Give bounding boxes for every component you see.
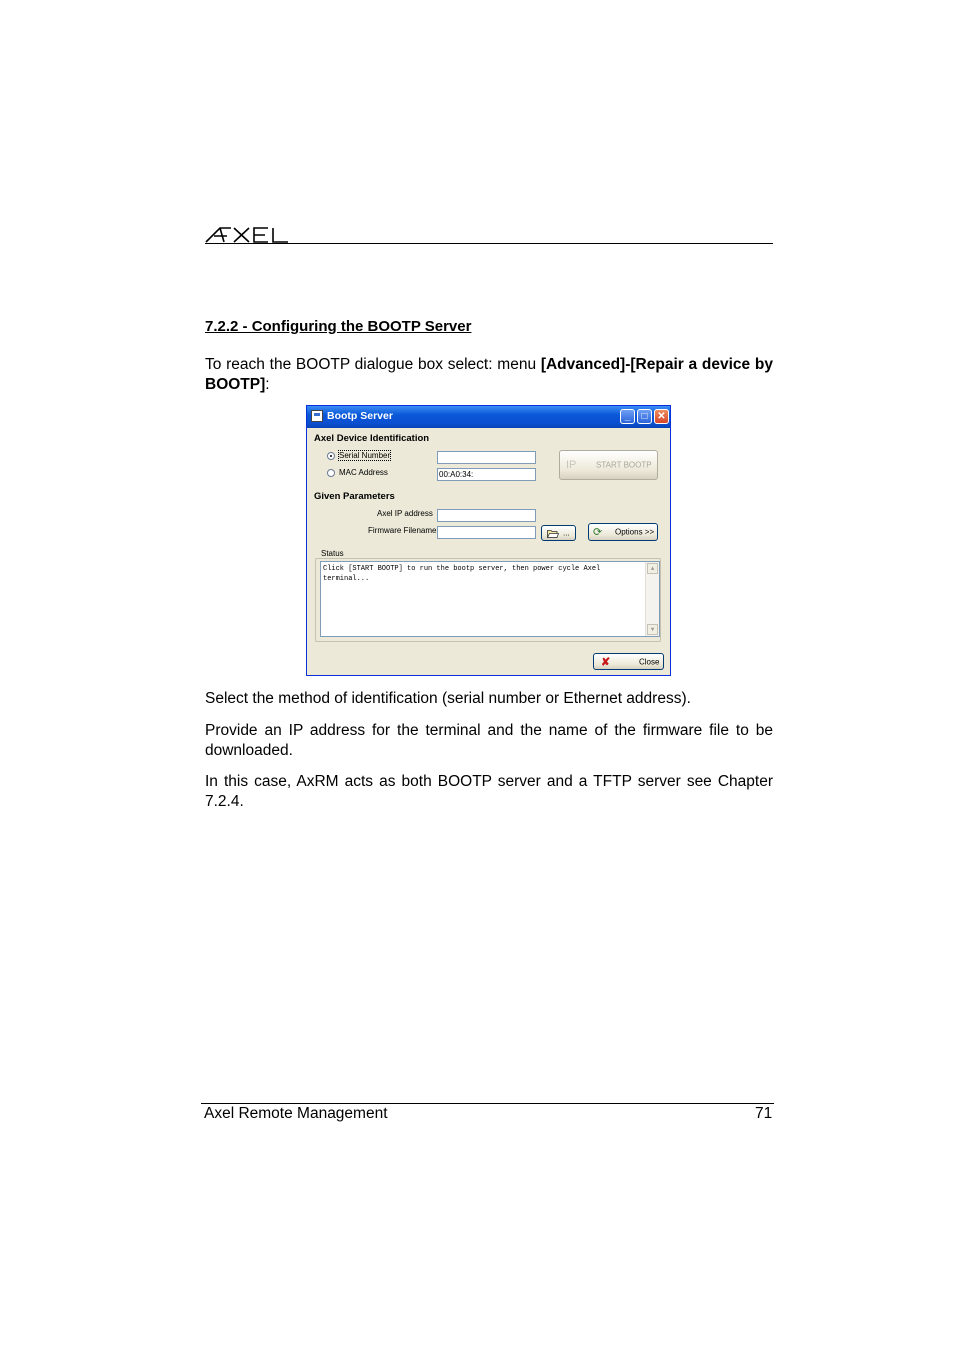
status-textarea[interactable] — [320, 561, 660, 637]
mac-address-input[interactable]: 00:A0:34: — [437, 468, 536, 481]
footer-rule — [201, 1103, 774, 1104]
start-bootp-label: START BOOTP — [596, 460, 652, 470]
ip-address-label: Axel IP address — [377, 509, 433, 518]
serial-number-label: Serial Number — [339, 451, 391, 460]
paragraph-identification: Select the method of identification (serial number or Ethernet address). — [205, 690, 691, 707]
browse-button[interactable] — [541, 525, 576, 541]
footer-title: Axel Remote Management — [204, 1105, 388, 1122]
intro-suffix: : — [265, 375, 270, 393]
paragraph-tftp: In this case, AxRM acts as both BOOTP server and a TFTP server see Chapter 7.2.4. — [205, 773, 773, 810]
close-button[interactable] — [593, 653, 664, 670]
browse-label: ... — [563, 528, 570, 538]
status-scrollbar[interactable] — [645, 562, 659, 636]
serial-number-input[interactable] — [437, 451, 536, 464]
close-window-button[interactable] — [654, 409, 669, 424]
intro-text: To reach the BOOTP dialogue box select: menu — [205, 356, 541, 373]
section-heading: 7.2.2 - Configuring the BOOTP Server — [205, 318, 472, 335]
maximize-icon: □ — [641, 411, 648, 422]
bootp-server-dialog — [306, 405, 671, 676]
scroll-up-icon[interactable]: ▲ — [647, 563, 658, 574]
axel-logo — [205, 224, 295, 244]
dialog-title: Bootp Server — [327, 410, 393, 422]
maximize-button[interactable] — [637, 409, 652, 424]
status-text: Click [START BOOTP] to run the bootp server, then power cycle Axel terminal... — [323, 565, 601, 583]
status-label: Status — [321, 549, 344, 558]
options-button[interactable] — [588, 523, 658, 541]
paragraph-ip-firmware: Provide an IP address for the terminal and the name of the firmware file to be downloaded. — [205, 722, 773, 759]
given-parameters-label: Given Parameters — [314, 491, 395, 502]
scroll-down-icon[interactable]: ▼ — [647, 624, 658, 635]
intro-paragraph — [205, 355, 773, 394]
mac-address-radio[interactable] — [327, 469, 335, 477]
options-label: Options >> — [615, 527, 655, 537]
close-label: Close — [639, 657, 660, 666]
firmware-filename-label: Firmware Filename — [368, 526, 437, 535]
cross-icon: ✘ — [601, 656, 611, 668]
ip-icon: IP — [566, 459, 577, 471]
device-identification-label: Axel Device Identification — [314, 433, 430, 444]
ip-address-input[interactable] — [437, 509, 536, 522]
page-number: 71 — [755, 1105, 773, 1122]
close-icon: ✕ — [657, 411, 666, 422]
header-rule — [205, 243, 773, 244]
minimize-icon: _ — [624, 411, 631, 422]
minimize-button[interactable] — [620, 409, 635, 424]
window-icon — [311, 410, 323, 422]
start-bootp-button[interactable] — [559, 450, 658, 480]
folder-open-icon — [547, 529, 559, 538]
serial-number-radio[interactable] — [327, 452, 335, 460]
refresh-icon: ⟳ — [593, 526, 603, 539]
mac-address-label: MAC Address — [339, 468, 388, 477]
intro-menu-path: [Advanced]-[Repair a device by BOOTP] — [205, 356, 773, 393]
firmware-filename-input[interactable] — [437, 526, 536, 539]
dialog-titlebar — [307, 406, 670, 428]
